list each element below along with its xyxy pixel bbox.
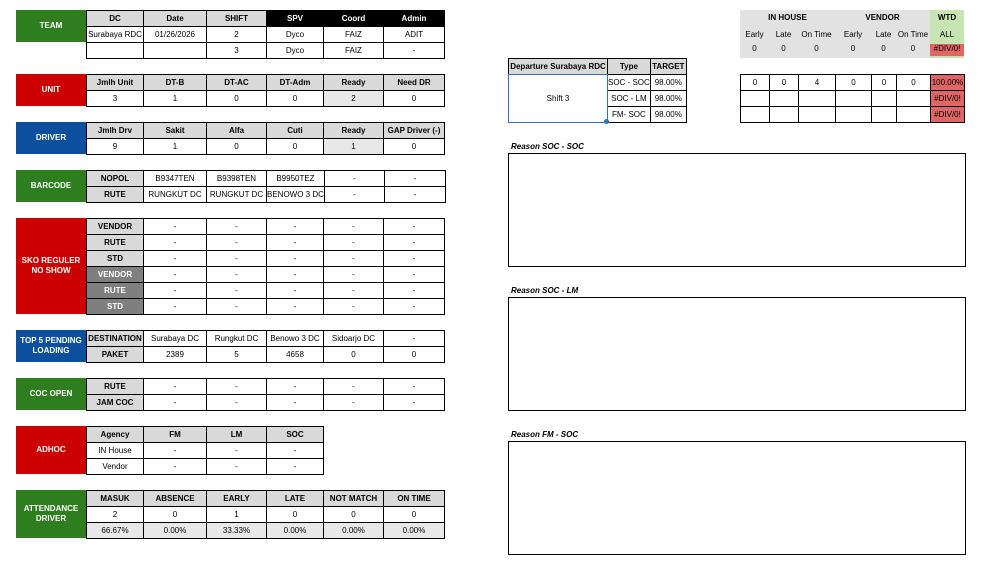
sko-cell[interactable]: - bbox=[207, 235, 267, 251]
sko-row-head: STD bbox=[87, 251, 144, 267]
adhoc-header: FM bbox=[144, 427, 207, 443]
adhoc-label: ADHOC bbox=[16, 426, 86, 474]
top5-cell[interactable]: Surabaya DC bbox=[144, 331, 207, 347]
top5-cell[interactable]: - bbox=[384, 331, 445, 347]
summary-cell[interactable] bbox=[770, 107, 799, 123]
reason-fm-soc-title: Reason FM - SOC bbox=[511, 430, 579, 439]
top5-cell[interactable]: 0 bbox=[324, 347, 384, 363]
team-cell[interactable]: Surabaya RDC bbox=[87, 27, 144, 43]
summary-cell[interactable]: 0 bbox=[836, 75, 872, 91]
top5-row-head: DESTINATION bbox=[87, 331, 144, 347]
team-header-admin: Admin bbox=[384, 11, 445, 27]
sko-cell[interactable]: - bbox=[207, 251, 267, 267]
coc-table bbox=[86, 378, 445, 411]
top5-cell[interactable]: 0 bbox=[384, 347, 445, 363]
adhoc-header: Agency bbox=[87, 427, 144, 443]
team-cell[interactable] bbox=[87, 43, 144, 59]
sko-row-head: RUTE bbox=[87, 283, 144, 299]
summary-cell[interactable] bbox=[897, 107, 931, 123]
adhoc-cell[interactable]: - bbox=[144, 443, 207, 459]
team-cell[interactable]: 3 bbox=[207, 43, 267, 59]
attendance-header: LATE bbox=[267, 491, 324, 507]
attendance-percent[interactable]: 0.00% bbox=[324, 523, 384, 539]
sko-cell[interactable]: - bbox=[324, 299, 384, 315]
adhoc-header: SOC bbox=[267, 427, 324, 443]
summary-cell[interactable] bbox=[872, 107, 897, 123]
coc-row-head: JAM COC bbox=[87, 395, 144, 411]
team-header-shift: SHIFT bbox=[207, 11, 267, 27]
unit-cell[interactable]: 0 bbox=[207, 91, 267, 107]
summary-cell[interactable] bbox=[741, 107, 770, 123]
vendor-heading: VENDOR bbox=[865, 13, 900, 22]
coc-cell[interactable]: - bbox=[384, 395, 445, 411]
team-cell[interactable]: - bbox=[384, 43, 445, 59]
cell-selection-border bbox=[508, 74, 608, 123]
driver-cell[interactable]: 0 bbox=[384, 139, 445, 155]
departure-target[interactable]: 98.00% bbox=[650, 107, 686, 123]
summary-total: 0 bbox=[814, 44, 819, 53]
summary-cell[interactable] bbox=[897, 91, 931, 107]
adhoc-cell[interactable]: - bbox=[267, 443, 324, 459]
coc-cell[interactable]: - bbox=[324, 379, 384, 395]
sko-cell[interactable]: - bbox=[384, 235, 445, 251]
sko-row-head: STD bbox=[87, 299, 144, 315]
summary-cell-wtd[interactable]: 100.00% bbox=[931, 75, 965, 91]
attendance-count[interactable]: 0 bbox=[324, 507, 384, 523]
departure-header: Departure Surabaya RDC bbox=[509, 59, 608, 75]
unit-cell[interactable]: 1 bbox=[144, 91, 207, 107]
attendance-header: NOT MATCH bbox=[324, 491, 384, 507]
wtd-heading: WTD bbox=[937, 13, 957, 22]
sko-label: SKO REGULER NO SHOW bbox=[16, 218, 86, 314]
reason-fm-soc-box[interactable] bbox=[508, 441, 966, 555]
team-cell[interactable]: 2 bbox=[207, 27, 267, 43]
summary-sub: Late bbox=[775, 30, 792, 39]
summary-subheader-row bbox=[740, 30, 964, 42]
coc-cell[interactable]: - bbox=[144, 395, 207, 411]
team-header-spv: SPV bbox=[267, 11, 324, 27]
summary-cell-wtd[interactable]: #DIV/0! bbox=[931, 107, 965, 123]
sko-cell[interactable]: - bbox=[384, 267, 445, 283]
unit-cell[interactable]: 0 bbox=[384, 91, 445, 107]
top5-cell[interactable]: Benowo 3 DC bbox=[267, 331, 324, 347]
team-header-date: Date bbox=[144, 11, 207, 27]
team-header-dc: DC bbox=[87, 11, 144, 27]
in-house-heading: IN HOUSE bbox=[768, 13, 807, 22]
driver-header: Alfa bbox=[207, 123, 267, 139]
coc-cell[interactable]: - bbox=[267, 379, 324, 395]
departure-type[interactable]: FM- SOC bbox=[608, 107, 651, 123]
departure-type[interactable]: SOC - SOC bbox=[608, 75, 651, 91]
coc-cell[interactable]: - bbox=[207, 395, 267, 411]
attendance-label: ATTENDANCE DRIVER bbox=[16, 490, 86, 538]
departure-target[interactable]: 98.00% bbox=[650, 75, 686, 91]
departure-header: Type bbox=[608, 59, 651, 75]
unit-cell[interactable]: 2 bbox=[324, 91, 384, 107]
summary-total: 0 bbox=[850, 44, 856, 53]
unit-label: UNIT bbox=[16, 74, 86, 106]
reason-soc-lm-box[interactable] bbox=[508, 297, 966, 411]
summary-cell[interactable]: 0 bbox=[770, 75, 799, 91]
top5-table bbox=[86, 330, 445, 363]
sko-cell[interactable]: - bbox=[267, 299, 324, 315]
driver-table bbox=[86, 122, 445, 155]
team-cell[interactable]: 01/26/2026 bbox=[144, 27, 207, 43]
unit-header: Ready bbox=[324, 75, 384, 91]
reason-soc-lm-title: Reason SOC - LM bbox=[511, 286, 579, 295]
barcode-label: BARCODE bbox=[16, 170, 86, 202]
driver-cell[interactable]: 0 bbox=[267, 139, 324, 155]
attendance-percent[interactable]: 0.00% bbox=[267, 523, 324, 539]
top5-cell[interactable]: Rungkut DC bbox=[207, 331, 267, 347]
summary-cell[interactable] bbox=[872, 91, 897, 107]
reason-soc-soc-box[interactable] bbox=[508, 153, 966, 267]
sko-cell[interactable]: - bbox=[144, 235, 207, 251]
unit-header: Jmlh Unit bbox=[87, 75, 144, 91]
sko-cell[interactable]: - bbox=[384, 251, 445, 267]
sko-cell[interactable]: - bbox=[267, 283, 324, 299]
sko-cell[interactable]: - bbox=[267, 235, 324, 251]
attendance-header: ON TIME bbox=[384, 491, 445, 507]
barcode-cell[interactable]: B9950TEZ bbox=[267, 171, 325, 187]
summary-cell[interactable]: 0 bbox=[741, 75, 770, 91]
attendance-count[interactable]: 0 bbox=[267, 507, 324, 523]
coc-cell[interactable]: - bbox=[207, 379, 267, 395]
selection-fill-handle[interactable] bbox=[604, 119, 609, 124]
top5-cell[interactable]: Sidoarjo DC bbox=[324, 331, 384, 347]
summary-cell[interactable]: 0 bbox=[897, 75, 931, 91]
team-cell[interactable]: Dyco bbox=[267, 27, 324, 43]
sko-cell[interactable]: - bbox=[207, 267, 267, 283]
driver-cell[interactable]: 0 bbox=[207, 139, 267, 155]
driver-header: Jmlh Drv bbox=[87, 123, 144, 139]
barcode-cell[interactable]: - bbox=[384, 187, 445, 203]
team-cell[interactable]: Dyco bbox=[267, 43, 324, 59]
barcode-cell[interactable]: - bbox=[324, 171, 384, 187]
departure-target[interactable]: 98.00% bbox=[650, 91, 686, 107]
team-header-coord: Coord bbox=[324, 11, 384, 27]
barcode-cell[interactable]: B9347TEN bbox=[144, 171, 207, 187]
sko-cell[interactable]: - bbox=[144, 299, 207, 315]
sko-cell[interactable]: - bbox=[384, 299, 445, 315]
unit-cell[interactable]: 3 bbox=[87, 91, 144, 107]
unit-header: DT-Adm bbox=[267, 75, 324, 91]
summary-cell[interactable]: 0 bbox=[872, 75, 897, 91]
barcode-table bbox=[86, 170, 446, 203]
attendance-count[interactable]: 1 bbox=[207, 507, 267, 523]
team-cell[interactable]: ADIT bbox=[384, 27, 445, 43]
adhoc-cell[interactable]: IN House bbox=[87, 443, 144, 459]
sko-row-head: RUTE bbox=[87, 235, 144, 251]
barcode-cell[interactable]: - bbox=[384, 171, 445, 187]
summary-sub: On Time bbox=[897, 30, 929, 39]
unit-cell[interactable]: 0 bbox=[267, 91, 324, 107]
sko-cell[interactable]: - bbox=[384, 219, 445, 235]
summary-cell-wtd[interactable]: #DIV/0! bbox=[931, 91, 965, 107]
summary-table bbox=[740, 74, 965, 123]
sko-cell[interactable]: - bbox=[324, 251, 384, 267]
summary-sub: Early bbox=[745, 30, 764, 39]
driver-header: Sakit bbox=[144, 123, 207, 139]
coc-row-head: RUTE bbox=[87, 379, 144, 395]
team-cell[interactable] bbox=[144, 43, 207, 59]
driver-cell[interactable]: 1 bbox=[144, 139, 207, 155]
attendance-count[interactable]: 0 bbox=[144, 507, 207, 523]
summary-sub: Early bbox=[843, 30, 863, 39]
top5-cell[interactable]: 4658 bbox=[267, 347, 324, 363]
departure-type[interactable]: SOC - LM bbox=[608, 91, 651, 107]
barcode-cell[interactable]: RUNGKUT DC bbox=[207, 187, 267, 203]
unit-header: Need DR bbox=[384, 75, 445, 91]
summary-total: 0 bbox=[910, 44, 916, 53]
sko-cell[interactable]: - bbox=[324, 283, 384, 299]
sko-cell[interactable]: - bbox=[144, 219, 207, 235]
sko-cell[interactable]: - bbox=[207, 283, 267, 299]
sko-cell[interactable]: - bbox=[144, 267, 207, 283]
adhoc-cell[interactable]: - bbox=[207, 443, 267, 459]
summary-totals-row bbox=[740, 44, 964, 56]
barcode-row-head: RUTE bbox=[87, 187, 144, 203]
attendance-percent[interactable]: 66.67% bbox=[87, 523, 144, 539]
team-table bbox=[86, 10, 445, 59]
summary-total-wtd: #DIV/0! bbox=[930, 44, 964, 56]
sko-cell[interactable]: - bbox=[267, 251, 324, 267]
summary-sub: ALL bbox=[939, 30, 955, 39]
sko-cell[interactable]: - bbox=[144, 251, 207, 267]
attendance-percent[interactable]: 0.00% bbox=[144, 523, 207, 539]
adhoc-cell[interactable]: - bbox=[207, 459, 267, 475]
barcode-cell[interactable]: B9398TEN bbox=[207, 171, 267, 187]
barcode-cell[interactable]: - bbox=[324, 187, 384, 203]
summary-sub: Late bbox=[875, 30, 892, 39]
unit-table bbox=[86, 74, 445, 107]
sko-cell[interactable]: - bbox=[324, 235, 384, 251]
departure-header: TARGET bbox=[650, 59, 686, 75]
attendance-percent[interactable]: 0.00% bbox=[384, 523, 445, 539]
driver-cell[interactable]: 1 bbox=[324, 139, 384, 155]
coc-cell[interactable]: - bbox=[384, 379, 445, 395]
driver-header: GAP Driver (-) bbox=[384, 123, 445, 139]
summary-total: 0 bbox=[781, 44, 786, 53]
driver-header: Ready bbox=[324, 123, 384, 139]
team-label: TEAM bbox=[16, 10, 86, 42]
attendance-count[interactable]: 0 bbox=[384, 507, 445, 523]
adhoc-header: LM bbox=[207, 427, 267, 443]
attendance-header: EARLY bbox=[207, 491, 267, 507]
summary-cell[interactable] bbox=[836, 91, 872, 107]
summary-cell[interactable] bbox=[836, 107, 872, 123]
attendance-percent[interactable]: 33.33% bbox=[207, 523, 267, 539]
team-cell[interactable]: FAIZ bbox=[324, 27, 384, 43]
barcode-cell[interactable]: RUNGKUT DC bbox=[144, 187, 207, 203]
unit-header: DT-B bbox=[144, 75, 207, 91]
summary-sub: On Time bbox=[801, 30, 832, 39]
summary-cell[interactable] bbox=[741, 91, 770, 107]
coc-label: COC OPEN bbox=[16, 378, 86, 410]
adhoc-cell[interactable]: - bbox=[267, 459, 324, 475]
sko-cell[interactable]: - bbox=[267, 267, 324, 283]
coc-cell[interactable]: - bbox=[324, 395, 384, 411]
barcode-row-head: NOPOL bbox=[87, 171, 144, 187]
adhoc-cell[interactable]: Vendor bbox=[87, 459, 144, 475]
top5-label: TOP 5 PENDING LOADING bbox=[16, 330, 86, 362]
summary-cell[interactable] bbox=[799, 91, 836, 107]
barcode-cell[interactable]: BENOWO 3 DC bbox=[267, 187, 325, 203]
sko-cell[interactable]: - bbox=[207, 219, 267, 235]
summary-cell[interactable] bbox=[770, 91, 799, 107]
sko-table bbox=[86, 218, 445, 315]
sko-cell[interactable]: - bbox=[384, 283, 445, 299]
coc-cell[interactable]: - bbox=[267, 395, 324, 411]
summary-total: 0 bbox=[881, 44, 886, 53]
attendance-table bbox=[86, 490, 445, 539]
summary-cell[interactable]: 4 bbox=[799, 75, 836, 91]
sko-cell[interactable]: - bbox=[144, 283, 207, 299]
top5-row-head: PAKET bbox=[87, 347, 144, 363]
departure-shift-cell[interactable]: Shift 3 bbox=[509, 75, 608, 123]
top5-cell[interactable]: 5 bbox=[207, 347, 267, 363]
driver-label: DRIVER bbox=[16, 122, 86, 154]
adhoc-cell[interactable]: - bbox=[144, 459, 207, 475]
sko-cell[interactable]: - bbox=[324, 219, 384, 235]
sko-row-head: VENDOR bbox=[87, 219, 144, 235]
top5-cell[interactable]: 2389 bbox=[144, 347, 207, 363]
sko-cell[interactable]: - bbox=[267, 219, 324, 235]
unit-header: DT-AC bbox=[207, 75, 267, 91]
sko-cell[interactable]: - bbox=[207, 299, 267, 315]
summary-cell[interactable] bbox=[799, 107, 836, 123]
driver-header: Cuti bbox=[267, 123, 324, 139]
sko-cell[interactable]: - bbox=[324, 267, 384, 283]
attendance-count[interactable]: 2 bbox=[87, 507, 144, 523]
attendance-header: MASUK bbox=[87, 491, 144, 507]
attendance-header: ABSENCE bbox=[144, 491, 207, 507]
driver-cell[interactable]: 9 bbox=[87, 139, 144, 155]
reason-soc-soc-title: Reason SOC - SOC bbox=[511, 142, 584, 151]
coc-cell[interactable]: - bbox=[144, 379, 207, 395]
adhoc-table bbox=[86, 426, 324, 475]
team-cell[interactable]: FAIZ bbox=[324, 43, 384, 59]
sko-row-head: VENDOR bbox=[87, 267, 144, 283]
summary-total: 0 bbox=[752, 44, 757, 53]
